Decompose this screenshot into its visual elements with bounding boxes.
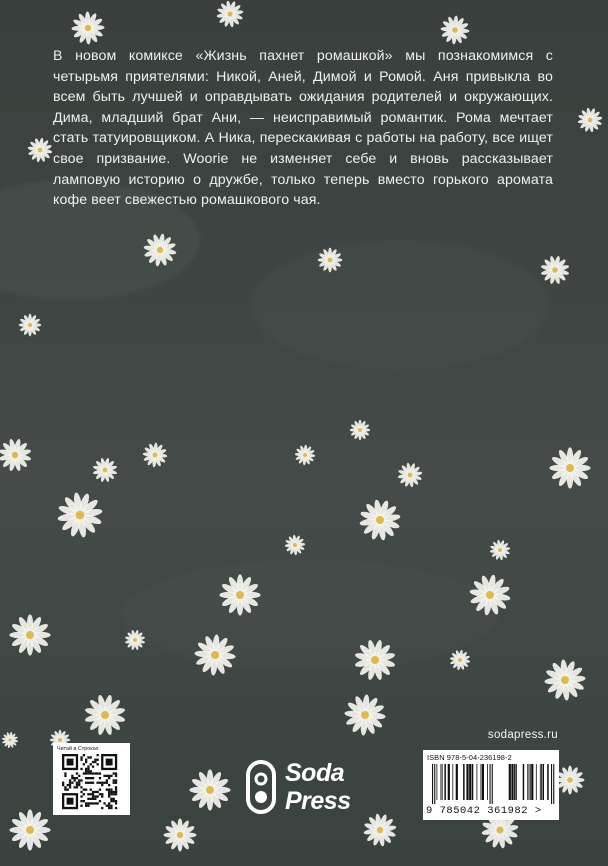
soda-can-icon <box>245 759 279 817</box>
daisy-icon <box>293 443 317 467</box>
daisy-icon <box>316 246 344 274</box>
logo-word-press: Press <box>285 787 351 815</box>
daisy-icon <box>488 538 512 562</box>
barcode-digits: 9 785042 361982 > <box>426 805 542 817</box>
isbn-number: ISBN 978-5-04-236198-2 <box>427 753 512 762</box>
daisy-icon <box>141 441 169 469</box>
daisy-icon <box>0 730 20 750</box>
daisy-icon <box>8 613 52 657</box>
daisy-icon <box>91 456 119 484</box>
background-shadow <box>250 240 550 370</box>
background-shadow <box>120 560 500 670</box>
daisy-icon <box>142 232 178 268</box>
qr-code-icon <box>57 754 126 810</box>
daisy-icon <box>123 628 147 652</box>
barcode-icon <box>430 764 556 804</box>
qr-label: Читай в Строках <box>57 746 99 752</box>
daisy-icon <box>448 648 472 672</box>
publisher-website[interactable]: sodapress.ru <box>487 729 558 741</box>
daisy-icon <box>162 817 198 853</box>
daisy-icon <box>83 693 127 737</box>
daisy-icon <box>218 573 262 617</box>
daisy-icon <box>343 693 387 737</box>
daisy-icon <box>70 10 106 46</box>
soda-press-logo <box>245 759 370 819</box>
daisy-icon <box>348 418 372 442</box>
logo-word-soda: Soda <box>285 759 345 787</box>
daisy-icon <box>548 446 592 490</box>
daisy-icon <box>539 254 571 286</box>
daisy-icon <box>56 491 104 539</box>
daisy-icon <box>0 437 33 473</box>
daisy-icon <box>353 638 397 682</box>
daisy-icon <box>358 498 402 542</box>
book-blurb: В новом комиксе «Жизнь пахнет ромашкой» мы познакомимся с четырьмя приятелями: Никой, Аней, Димой и Ромой. Аня привыкла во всем быть лучшей и оправдывать ожидания родителей и окружающих. Дима, младший брат Ани, — неисправимый романтик. Рома мечтает стать татуировщиком. А Ника, перескакивая с работы на работу, все ищет свое призвание. Woorie не изменяет себе и вновь рассказывает ламповую историю о дружбе, только теперь вместо горького аромата кофе веет свежестью ромашкового чая. <box>53 48 553 209</box>
daisy-icon <box>439 14 471 46</box>
daisy-icon <box>396 461 424 489</box>
daisy-icon <box>215 0 245 29</box>
qr-code-block[interactable] <box>53 743 130 815</box>
daisy-icon <box>17 312 43 338</box>
daisy-icon <box>576 106 604 134</box>
daisy-icon <box>8 808 52 852</box>
isbn-barcode-block <box>423 750 559 820</box>
daisy-icon <box>468 573 512 617</box>
daisy-icon <box>543 658 587 702</box>
daisy-icon <box>283 533 307 557</box>
daisy-icon <box>193 633 237 677</box>
daisy-icon <box>26 136 54 164</box>
daisy-icon <box>188 768 232 812</box>
